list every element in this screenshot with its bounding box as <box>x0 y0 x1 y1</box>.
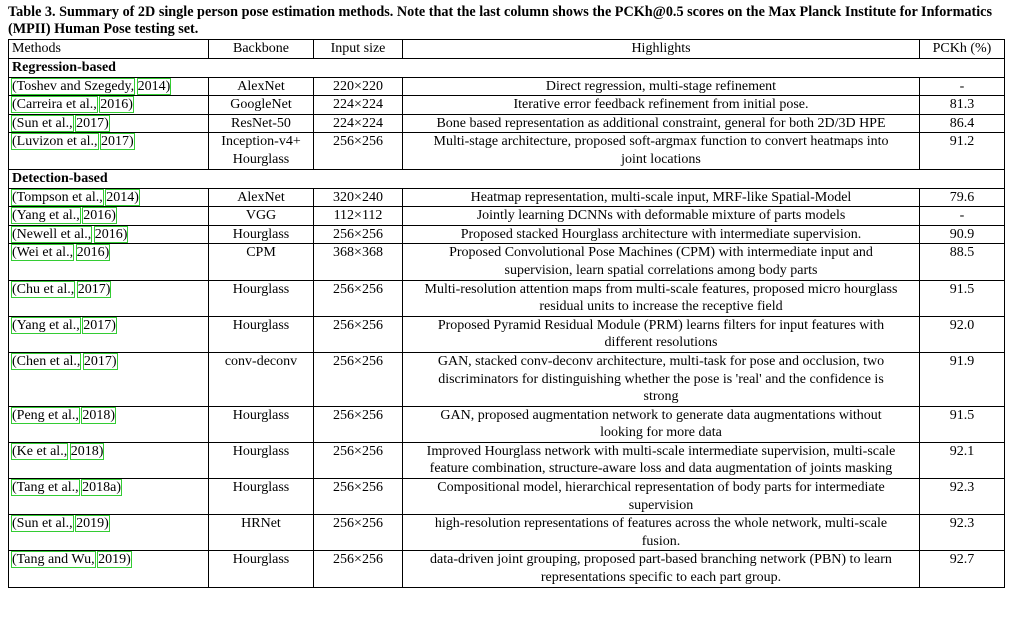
method-citation-cell <box>9 114 209 133</box>
backbone-cell: GoogleNet <box>209 96 314 115</box>
table-row <box>9 352 1005 406</box>
method-citation-cell <box>9 207 209 226</box>
method-citation-cell <box>9 406 209 442</box>
method-citation-cell <box>9 442 209 478</box>
backbone-cell: Inception-v4+ Hourglass <box>209 133 314 169</box>
backbone-cell: CPM <box>209 244 314 280</box>
input-size-cell: 256×256 <box>314 352 403 406</box>
highlights-text: Improved Hourglass network with multi-scale intermediate supervision, multi-scale feature combination, structure-aware loss and data augmentation of joints masking <box>426 443 896 477</box>
table-row <box>9 207 1005 226</box>
highlights-text: Compositional model, hierarchical representation of body parts for intermediate supervision <box>437 480 885 513</box>
pckh-score-cell: 88.5 <box>920 244 1005 280</box>
pckh-score-cell: 91.5 <box>920 280 1005 316</box>
highlights-text: Multi-resolution attention maps from multi-scale features, proposed micro hourglass residual units to increase the receptive field <box>424 281 898 315</box>
highlights-cell <box>403 77 920 96</box>
backbone-cell: AlexNet <box>209 77 314 96</box>
table-header-row <box>9 40 1005 59</box>
citation-author-link[interactable]: (Chu et al., <box>12 281 75 297</box>
table-caption: Table 3. Summary of 2D single person pose estimation methods. Note that the last column shows the PCKh@0.5 scores on the Max Planck Institute for Informatics (MPII) Human Pose testing set. <box>8 4 992 37</box>
header-highlights: Highlights <box>403 40 920 59</box>
citation-link[interactable] <box>12 408 115 423</box>
citation-year-link[interactable]: 2017) <box>77 281 111 297</box>
highlights-text: GAN, stacked conv-deconv architecture, multi-task for pose and occlusion, two discriminators for distinguishing whether the pose is 'real' and the confidence is strong <box>437 353 885 405</box>
table-row <box>9 280 1005 316</box>
citation-link[interactable] <box>12 282 110 297</box>
highlights-text: data-driven joint grouping, proposed part-based branching network (PBN) to learn representations specific to each part group. <box>430 552 892 586</box>
input-size-cell: 256×256 <box>314 551 403 587</box>
backbone-cell: conv-deconv <box>209 352 314 406</box>
method-citation-cell <box>9 244 209 280</box>
citation-author-link[interactable]: (Sun et al., <box>12 115 73 131</box>
citation-link[interactable] <box>12 116 109 131</box>
highlights-cell <box>403 406 920 442</box>
section-header-row <box>9 58 1005 77</box>
citation-link[interactable] <box>12 208 116 223</box>
pckh-score-cell: 91.5 <box>920 406 1005 442</box>
table-row <box>9 225 1005 244</box>
highlights-cell <box>403 316 920 352</box>
backbone-cell: Hourglass <box>209 442 314 478</box>
citation-year-link[interactable]: 2014) <box>106 189 139 205</box>
method-citation-cell <box>9 96 209 115</box>
table-row <box>9 244 1005 280</box>
pckh-score-cell: 79.6 <box>920 188 1005 207</box>
citation-author-link[interactable]: (Yang et al., <box>12 208 80 224</box>
citation-year-link[interactable]: 2016) <box>100 97 133 113</box>
highlights-cell <box>403 225 920 244</box>
highlights-text: Iterative error feedback refinement from initial pose. <box>513 97 809 113</box>
input-size-cell: 220×220 <box>314 77 403 96</box>
citation-link[interactable] <box>12 444 103 459</box>
highlights-cell <box>403 280 920 316</box>
backbone-cell: VGG <box>209 207 314 226</box>
highlights-text: Direct regression, multi-stage refinement <box>545 78 777 94</box>
pckh-score-cell: 91.2 <box>920 133 1005 169</box>
highlights-cell <box>403 133 920 169</box>
table-row <box>9 442 1005 478</box>
pckh-score-cell: 92.7 <box>920 551 1005 587</box>
citation-author-link[interactable]: (Peng et al., <box>12 407 79 423</box>
highlights-text: Proposed stacked Hourglass architecture with intermediate supervision. <box>460 226 862 242</box>
highlights-text: high-resolution representations of features across the whole network, multi-scale fusion. <box>434 516 888 549</box>
input-size-cell: 256×256 <box>314 316 403 352</box>
citation-link[interactable] <box>12 354 117 369</box>
citation-year-link[interactable]: 2016) <box>76 245 110 261</box>
citation-year-link[interactable]: 2014) <box>137 78 171 94</box>
backbone-cell: Hourglass <box>209 280 314 316</box>
pckh-score-cell: 92.0 <box>920 316 1005 352</box>
citation-year-link[interactable]: 2019) <box>76 516 109 532</box>
method-citation-cell <box>9 77 209 96</box>
header-input-size: Input size <box>314 40 403 59</box>
citation-link[interactable] <box>12 245 109 260</box>
highlights-text: Jointly learning DCNNs with deformable mixture of parts models <box>476 208 846 224</box>
citation-author-link[interactable]: (Carreira et al., <box>12 97 97 113</box>
highlights-text: Proposed Convolutional Pose Machines (CPM) with intermediate input and supervision, learn spatial correlations among body parts <box>449 245 873 278</box>
table-row <box>9 96 1005 115</box>
citation-author-link[interactable]: (Ke et al., <box>12 443 68 459</box>
table-body <box>9 58 1005 587</box>
citation-link[interactable] <box>12 480 121 495</box>
citation-year-link[interactable]: 2017) <box>76 115 109 131</box>
highlights-cell <box>403 551 920 587</box>
pose-methods-table <box>8 39 1005 588</box>
backbone-cell: Hourglass <box>209 479 314 515</box>
highlights-cell <box>403 96 920 115</box>
citation-author-link[interactable]: (Tang et al., <box>12 480 79 496</box>
citation-year-link[interactable]: 2018a) <box>82 480 122 496</box>
citation-year-link[interactable]: 2016) <box>83 208 116 224</box>
citation-author-link[interactable]: (Toshev and Szegedy, <box>12 78 135 94</box>
input-size-cell: 256×256 <box>314 280 403 316</box>
header-pckh: PCKh (%) <box>920 40 1005 59</box>
backbone-cell: Hourglass <box>209 225 314 244</box>
citation-year-link[interactable]: 2017) <box>83 353 117 369</box>
backbone-cell: Hourglass <box>209 551 314 587</box>
header-methods: Methods <box>9 40 209 59</box>
table-row <box>9 114 1005 133</box>
input-size-cell: 256×256 <box>314 515 403 551</box>
method-citation-cell <box>9 280 209 316</box>
backbone-cell: Hourglass <box>209 406 314 442</box>
section-header-row <box>9 169 1005 188</box>
highlights-text: Multi-stage architecture, proposed soft-argmax function to convert heatmaps into joint locations <box>433 134 889 167</box>
method-citation-cell <box>9 316 209 352</box>
table-figure <box>6 4 1006 588</box>
table-row <box>9 316 1005 352</box>
highlights-text: GAN, proposed augmentation network to generate data augmentations without looking for more data <box>440 407 882 441</box>
method-citation-cell <box>9 479 209 515</box>
highlights-cell <box>403 442 920 478</box>
method-citation-cell <box>9 352 209 406</box>
citation-link[interactable] <box>12 79 170 94</box>
table-row <box>9 188 1005 207</box>
pckh-score-cell: 92.3 <box>920 515 1005 551</box>
input-size-cell: 256×256 <box>314 442 403 478</box>
table-row <box>9 551 1005 587</box>
backbone-cell: AlexNet <box>209 188 314 207</box>
pckh-score-cell: - <box>920 77 1005 96</box>
table-row <box>9 77 1005 96</box>
citation-year-link[interactable]: 2019) <box>98 552 131 568</box>
pckh-score-cell: - <box>920 207 1005 226</box>
table-row <box>9 406 1005 442</box>
input-size-cell: 224×224 <box>314 114 403 133</box>
backbone-cell: ResNet-50 <box>209 114 314 133</box>
citation-author-link[interactable]: (Luvizon et al., <box>12 134 98 150</box>
table-row <box>9 515 1005 551</box>
citation-link[interactable] <box>12 97 133 112</box>
pckh-score-cell: 81.3 <box>920 96 1005 115</box>
section-title: Regression-based <box>9 58 1005 77</box>
input-size-cell: 256×256 <box>314 225 403 244</box>
highlights-cell <box>403 207 920 226</box>
citation-author-link[interactable]: (Sun et al., <box>12 516 73 532</box>
citation-year-link[interactable]: 2018) <box>82 407 116 423</box>
highlights-cell <box>403 244 920 280</box>
input-size-cell: 112×112 <box>314 207 403 226</box>
highlights-cell <box>403 188 920 207</box>
pckh-score-cell: 90.9 <box>920 225 1005 244</box>
citation-year-link[interactable]: 2017) <box>83 317 116 333</box>
backbone-cell: HRNet <box>209 515 314 551</box>
highlights-text: Bone based representation as additional constraint, general for both 2D/3D HPE <box>436 115 886 131</box>
input-size-cell: 320×240 <box>314 188 403 207</box>
header-backbone: Backbone <box>209 40 314 59</box>
input-size-cell: 256×256 <box>314 133 403 169</box>
method-citation-cell <box>9 551 209 587</box>
pckh-score-cell: 91.9 <box>920 352 1005 406</box>
highlights-text: Heatmap representation, multi-scale input, MRF-like Spatial-Model <box>470 189 852 205</box>
input-size-cell: 368×368 <box>314 244 403 280</box>
citation-year-link[interactable]: 2017) <box>101 134 134 150</box>
backbone-cell: Hourglass <box>209 316 314 352</box>
pckh-score-cell: 92.3 <box>920 479 1005 515</box>
citation-author-link[interactable]: (Tang and Wu, <box>12 552 95 568</box>
method-citation-cell <box>9 225 209 244</box>
input-size-cell: 256×256 <box>314 479 403 515</box>
method-citation-cell <box>9 133 209 169</box>
citation-author-link[interactable]: (Yang et al., <box>12 317 80 333</box>
citation-year-link[interactable]: 2016) <box>94 226 128 242</box>
citation-year-link[interactable]: 2018) <box>70 443 104 459</box>
highlights-cell <box>403 352 920 406</box>
citation-link[interactable] <box>12 318 116 333</box>
highlights-cell <box>403 114 920 133</box>
highlights-cell <box>403 479 920 515</box>
citation-author-link[interactable]: (Tompson et al., <box>12 189 103 205</box>
pckh-score-cell: 92.1 <box>920 442 1005 478</box>
citation-link[interactable] <box>12 190 139 205</box>
method-citation-cell <box>9 188 209 207</box>
table-row <box>9 479 1005 515</box>
method-citation-cell <box>9 515 209 551</box>
input-size-cell: 224×224 <box>314 96 403 115</box>
citation-link[interactable] <box>12 227 127 242</box>
highlights-cell <box>403 515 920 551</box>
pckh-score-cell: 86.4 <box>920 114 1005 133</box>
citation-link[interactable] <box>12 516 109 531</box>
citation-author-link[interactable]: (Newell et al., <box>12 226 92 242</box>
citation-link[interactable] <box>12 552 131 567</box>
table-row <box>9 133 1005 169</box>
citation-author-link[interactable]: (Chen et al., <box>12 353 81 369</box>
citation-link[interactable] <box>12 134 134 149</box>
citation-author-link[interactable]: (Wei et al., <box>12 245 74 261</box>
highlights-text: Proposed Pyramid Residual Module (PRM) learns filters for input features with different resolutions <box>437 317 885 351</box>
input-size-cell: 256×256 <box>314 406 403 442</box>
section-title: Detection-based <box>9 169 1005 188</box>
